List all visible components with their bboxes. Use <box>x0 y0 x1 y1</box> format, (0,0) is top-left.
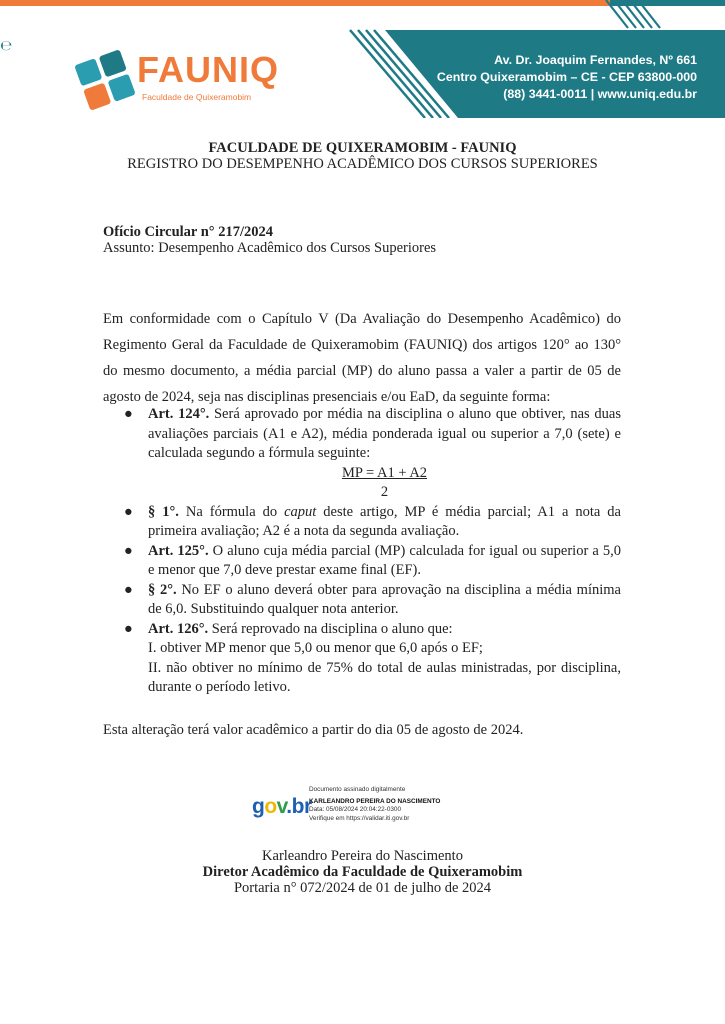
list-item <box>124 581 621 620</box>
paragraph-italic: caput <box>284 503 317 520</box>
address-block <box>437 52 697 103</box>
bullet-icon: ● <box>124 542 133 559</box>
logo-wordmark: FAUNIQ <box>137 49 280 90</box>
contact-line[interactable]: (88) 3441-0011 | www.uniq.edu.br <box>503 87 697 101</box>
address-line: Av. Dr. Joaquim Fernandes, Nº 661 <box>494 53 697 67</box>
article-label: Art. 125°. <box>148 542 209 559</box>
page-edge-mark-icon: ℮ <box>0 38 12 54</box>
effective-date-note: Esta alteração terá valor acadêmico a partir do dia 05 de agosto de 2024. <box>103 722 524 738</box>
formula-numerator: MP = A1 + A2 <box>341 464 428 481</box>
article-text: O aluno cuja média parcial (MP) calculada for igual ou superior a 5,0 e menor que 7,0 deve prestar exame final (EF). <box>148 542 621 578</box>
bullet-icon: ● <box>124 406 133 422</box>
paragraph-text: Na fórmula do <box>178 503 285 520</box>
bullet-icon: ● <box>124 620 133 637</box>
stamp-caption: Documento assinado digitalmente <box>309 786 406 793</box>
document-subtitle: REGISTRO DO DESEMPENHO ACADÊMICO DOS CURSOS SUPERIORES <box>127 156 598 172</box>
article-text: Será aprovado por média na disciplina o aluno que obtiver, nas duas avaliações parciais (A1 e A2), média ponderada igual ou superior a 7,0 (sete) e calculada segundo a fórmula seguinte: <box>148 406 621 461</box>
stamp-signer: KARLEANDRO PEREIRA DO NASCIMENTO <box>309 798 441 806</box>
signer-role: Diretor Acadêmico da Faculdade de Quixeramobim <box>202 864 523 880</box>
list-item <box>124 542 621 581</box>
bullet-icon: ● <box>124 581 133 598</box>
article-item: I. obtiver MP menor que 5,0 ou menor que 6,0 após o EF; <box>148 640 483 656</box>
memo-number: Ofício Circular n° 217/2024 <box>103 224 273 240</box>
articles-list <box>124 405 621 698</box>
article-label: Art. 126°. <box>148 620 209 637</box>
stamp-verify-link[interactable]: Verifique em https://validar.iti.gov.br <box>309 814 410 822</box>
paragraph-label: § 2°. <box>148 581 177 598</box>
stamp-date: Data: 05/08/2024 20:04:22-0300 <box>309 806 402 814</box>
paragraph-label: § 1°. <box>148 503 179 520</box>
digital-signature-stamp <box>309 786 440 823</box>
signer-ordinance: Portaria n° 072/2024 de 01 de julho de 2024 <box>233 880 492 896</box>
fauniq-logo-mark <box>74 49 136 111</box>
govbr-logo: gov.br <box>252 795 312 818</box>
paragraph-text: No EF o aluno deverá obter para aprovação na disciplina a média mínima de 6,0. Substituindo qualquer nota anterior. <box>148 581 621 617</box>
formula <box>148 464 621 503</box>
article-label: Art. 124°. <box>148 406 210 422</box>
memo-subject: Assunto: Desempenho Acadêmico dos Cursos Superiores <box>103 240 437 256</box>
formula-denominator: 2 <box>380 484 389 500</box>
intro-paragraph: Em conformidade com o Capítulo V (Da Avaliação do Desempenho Acadêmico) do Regimento Geral da Faculdade de Quixeramobim (FAUNIQ) dos artigos 120° ao 130° do mesmo documento, a média parcial (MP) do aluno passa a valer a partir de 05 de agosto de 2024, seja nas disciplinas presenciais e/ou EaD, da seguinte forma: <box>103 311 621 405</box>
list-item <box>124 503 621 542</box>
article-text: Será reprovado na disciplina o aluno que: <box>208 620 453 637</box>
list-item <box>124 620 621 698</box>
address-line: Centro Quixeramobim – CE - CEP 63800-000 <box>436 70 697 84</box>
paragraph-text: deste artigo, MP é média parcial; A1 a nota da primeira avaliação; A2 é a nota da segunda avaliação. <box>148 503 621 539</box>
signer-name: Karleandro Pereira do Nascimento <box>262 848 463 864</box>
bullet-icon: ● <box>124 503 133 520</box>
list-item <box>124 405 621 503</box>
logo-tagline: Faculdade de Quixeramobim <box>142 92 252 102</box>
institution-title: FACULDADE DE QUIXERAMOBIM - FAUNIQ <box>208 140 517 156</box>
article-item: II. não obtiver no mínimo de 75% do total de aulas ministradas, por disciplina, durante o período letivo. <box>148 659 621 695</box>
